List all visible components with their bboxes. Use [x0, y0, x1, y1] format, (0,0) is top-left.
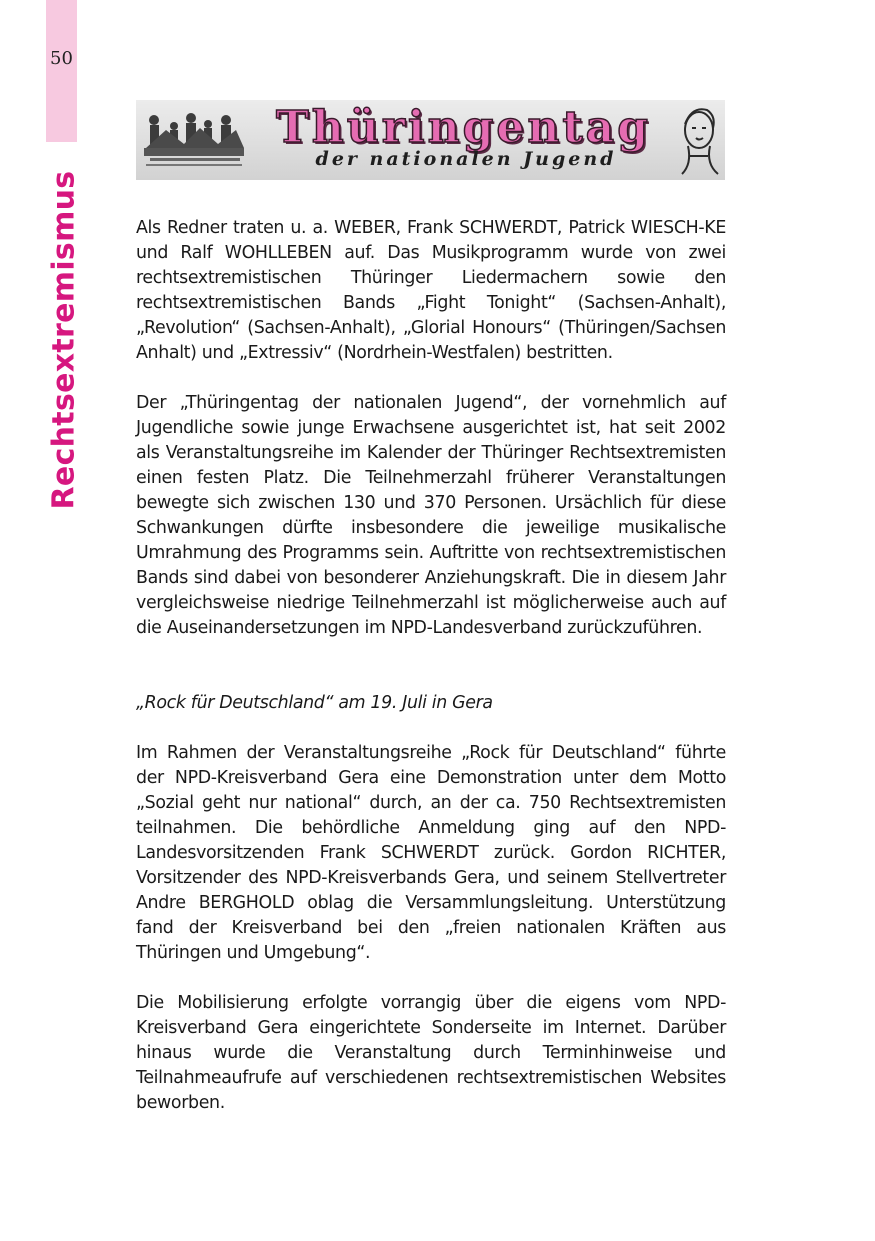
paragraph-speakers: Als Redner traten u. a. WEBER, Frank SCHWERDT, Patrick WIESCH-KE und Ralf WOHLLEBEN auf. Das Musikprogramm wurde von zwei rechtsextremistischen Thüringer Liedermachern sowie den rechtsextremistischen Bands „Fight Tonight“ (Sachsen-Anhalt), „Revolution“ (Sachsen-Anhalt), „Glorial Honours“ (Thüringen/Sachsen Anhalt) und „Extressiv“ (Nordrhein-Westfalen) bestritten. [136, 218, 726, 363]
crowd-illustration [144, 113, 244, 166]
section-label: Rechtsextremismus [46, 170, 82, 510]
thueringentag-banner [136, 100, 725, 180]
article-body [136, 216, 726, 1116]
page-number: 50 [50, 48, 73, 69]
page-tab [46, 0, 77, 142]
section-subheading: „Rock für Deutschland“ am 19. Juli in Gera [136, 693, 493, 713]
paragraph-thueringentag: Der „Thüringentag der nationalen Jugend“, der vornehmlich auf Jugendliche sowie junge Erwachsene ausgerichtet ist, hat seit 2002 als Veranstaltungsreihe im Kalender der Thüringer Rechtsextremisten einen festen Platz. Die Teilnehmerzahl früherer Veranstaltungen bewegte sich zwischen 130 und 370 Personen. Ursächlich für diese Schwankungen dürfte insbesondere die jeweilige musikalische Umrahmung des Programms sein. Auftritte von rechtsextremistischen Bands sind dabei von besonderer Anziehungskraft. Die in diesem Jahr vergleichsweise niedrige Teilnehmerzahl ist möglicherweise auch auf die Auseinandersetzungen im NPD-Landesverband zurückzuführen. [136, 393, 726, 638]
portrait-illustration [682, 109, 718, 174]
banner-subtitle: der nationalen Jugend [315, 148, 617, 170]
paragraph-rock-fuer-deutschland: Im Rahmen der Veranstaltungsreihe „Rock für Deutschland“ führte der NPD-Kreisverband Gera eine Demonstration unter dem Motto „Sozial geht nur national“ durch, an der ca. 750 Rechtsextremisten teilnahmen. Die behördliche Anmeldung ging auf den NPD-Landesvorsitzenden Frank SCHWERDT zurück. Gordon RICHTER, Vorsitzender des NPD-Kreisverbands Gera, und seinem Stellvertreter Andre BERGHOLD oblag die Versammlungsleitung. Unterstützung fand der Kreisverband bei den „freien nationalen Kräften aus Thüringen und Umgebung“. [136, 743, 726, 963]
paragraph-mobilisierung: Die Mobilisierung erfolgte vorrangig über die eigens vom NPD-Kreisverband Gera eingerichtete Sonderseite im Internet. Darüber hinaus wurde die Veranstaltung durch Terminhinweise und Teilnahmeaufrufe auf verschiedenen rechtsextremistischen Websites beworben. [136, 993, 726, 1113]
banner-title: Thüringentag [276, 102, 651, 153]
